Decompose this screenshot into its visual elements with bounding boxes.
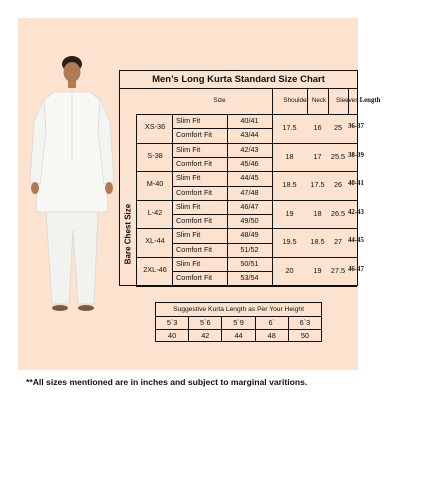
length-cell: 44 (222, 329, 255, 342)
sleeves-value: 25.5 (330, 151, 346, 161)
shoulder-value: 17.5 (282, 123, 297, 132)
neck-value: 16 (313, 123, 322, 132)
chest-value: 45/46 (240, 158, 259, 168)
grid-line (136, 171, 357, 172)
length-cell: 48 (256, 329, 289, 342)
header-shoulder: Shoulder (283, 97, 309, 104)
length-value: 36-37 (348, 123, 364, 130)
header-neck: Neck (311, 97, 327, 104)
neck-value: 17.5 (310, 180, 325, 190)
chest-value: 53/54 (240, 273, 259, 283)
neck-value: 19 (313, 266, 322, 275)
size-note: **All sizes mentioned are in inches and subject to marginal varitions. (26, 377, 308, 387)
length-value: 42-43 (348, 208, 364, 216)
length-cell: 40 (156, 329, 189, 342)
height-cell: 6`3 (299, 318, 311, 327)
length-value: 38-39 (348, 151, 364, 159)
size-label: L-42 (147, 207, 163, 217)
chest-value: 44/45 (240, 173, 259, 183)
grid-line (172, 214, 272, 215)
chest-value: 51/52 (240, 244, 259, 254)
chest-value: 48/49 (240, 230, 259, 240)
grid-line (172, 128, 272, 129)
grid-line (348, 88, 349, 114)
grid-line (172, 271, 272, 272)
shoulder-value: 19.5 (282, 237, 297, 247)
fit-label: Comfort Fit (176, 273, 213, 283)
height-cell: 5`3 (156, 316, 189, 329)
size-label: XL-44 (145, 236, 165, 246)
sleeves-value: 27.5 (330, 266, 346, 275)
grid-line (172, 243, 272, 244)
grid-line (136, 200, 357, 201)
size-chart (119, 70, 381, 286)
chest-value: 47/48 (240, 187, 259, 197)
fit-label: Comfort Fit (176, 158, 213, 168)
fit-label: Comfort Fit (176, 216, 213, 226)
chest-value: 49/50 (240, 216, 259, 226)
fit-label: Slim Fit (176, 230, 201, 240)
suggestion-title: Suggestive Kurta Length as Per Your Height (156, 303, 321, 317)
grid-line (136, 228, 357, 229)
grid-line (136, 257, 357, 258)
size-label: S-38 (147, 150, 163, 160)
fit-label: Comfort Fit (176, 130, 213, 140)
fit-label: Slim Fit (176, 259, 201, 268)
size-label: 2XL-46 (143, 265, 167, 274)
shoulder-value: 20 (285, 266, 294, 275)
heights-row (156, 316, 321, 330)
fit-label: Slim Fit (176, 173, 201, 183)
shoulder-value: 18 (285, 151, 294, 161)
grid-line (136, 143, 357, 144)
model-image (24, 52, 120, 322)
length-value: 44-45 (348, 237, 364, 245)
grid-line (136, 114, 357, 115)
length-suggestion-table (155, 302, 322, 342)
chest-value: 42/43 (240, 144, 259, 154)
chest-value: 50/51 (240, 259, 259, 268)
fit-label: Comfort Fit (176, 244, 213, 254)
chart-title: Men’s Long Kurta Standard Size Chart (120, 71, 357, 89)
chest-value: 46/47 (240, 201, 259, 211)
sleeves-value: 27 (333, 237, 343, 247)
neck-value: 17 (313, 151, 322, 161)
grid-line (136, 286, 357, 287)
sleeves-value: 26.5 (330, 208, 346, 218)
fit-label: Slim Fit (176, 201, 201, 211)
grid-line (172, 157, 272, 158)
length-cell: 50 (300, 331, 309, 340)
neck-value: 18 (313, 208, 322, 218)
fit-label: Comfort Fit (176, 187, 213, 197)
shoulder-value: 19 (285, 208, 294, 218)
header-size: Size (213, 97, 226, 104)
lengths-row (156, 329, 321, 342)
size-label: XS-36 (144, 122, 166, 131)
grid-line (328, 88, 329, 114)
length-value: 46-47 (348, 266, 364, 273)
sleeves-value: 26 (333, 180, 343, 190)
height-cell: 5`6 (189, 316, 222, 329)
length-value: 40-41 (348, 180, 364, 188)
grid-line (172, 186, 272, 187)
fit-label: Slim Fit (176, 116, 201, 125)
sleeves-value: 25 (333, 123, 343, 132)
fit-label: Slim Fit (176, 144, 201, 154)
neck-value: 18.5 (310, 237, 325, 247)
bare-chest-label: Bare Chest Size (123, 203, 133, 265)
size-label: M-40 (146, 179, 164, 189)
header-sleeves: Sleeves (336, 97, 359, 104)
chest-value: 43/44 (240, 130, 259, 140)
grid-line (272, 88, 273, 114)
shoulder-value: 18.5 (282, 180, 297, 190)
grid-line (307, 88, 308, 114)
length-cell: 42 (189, 329, 222, 342)
height-cell: 5`9 (222, 316, 255, 329)
chest-value: 40/41 (240, 116, 259, 125)
height-cell: 6` (256, 316, 289, 329)
header-length: Length (359, 97, 381, 104)
